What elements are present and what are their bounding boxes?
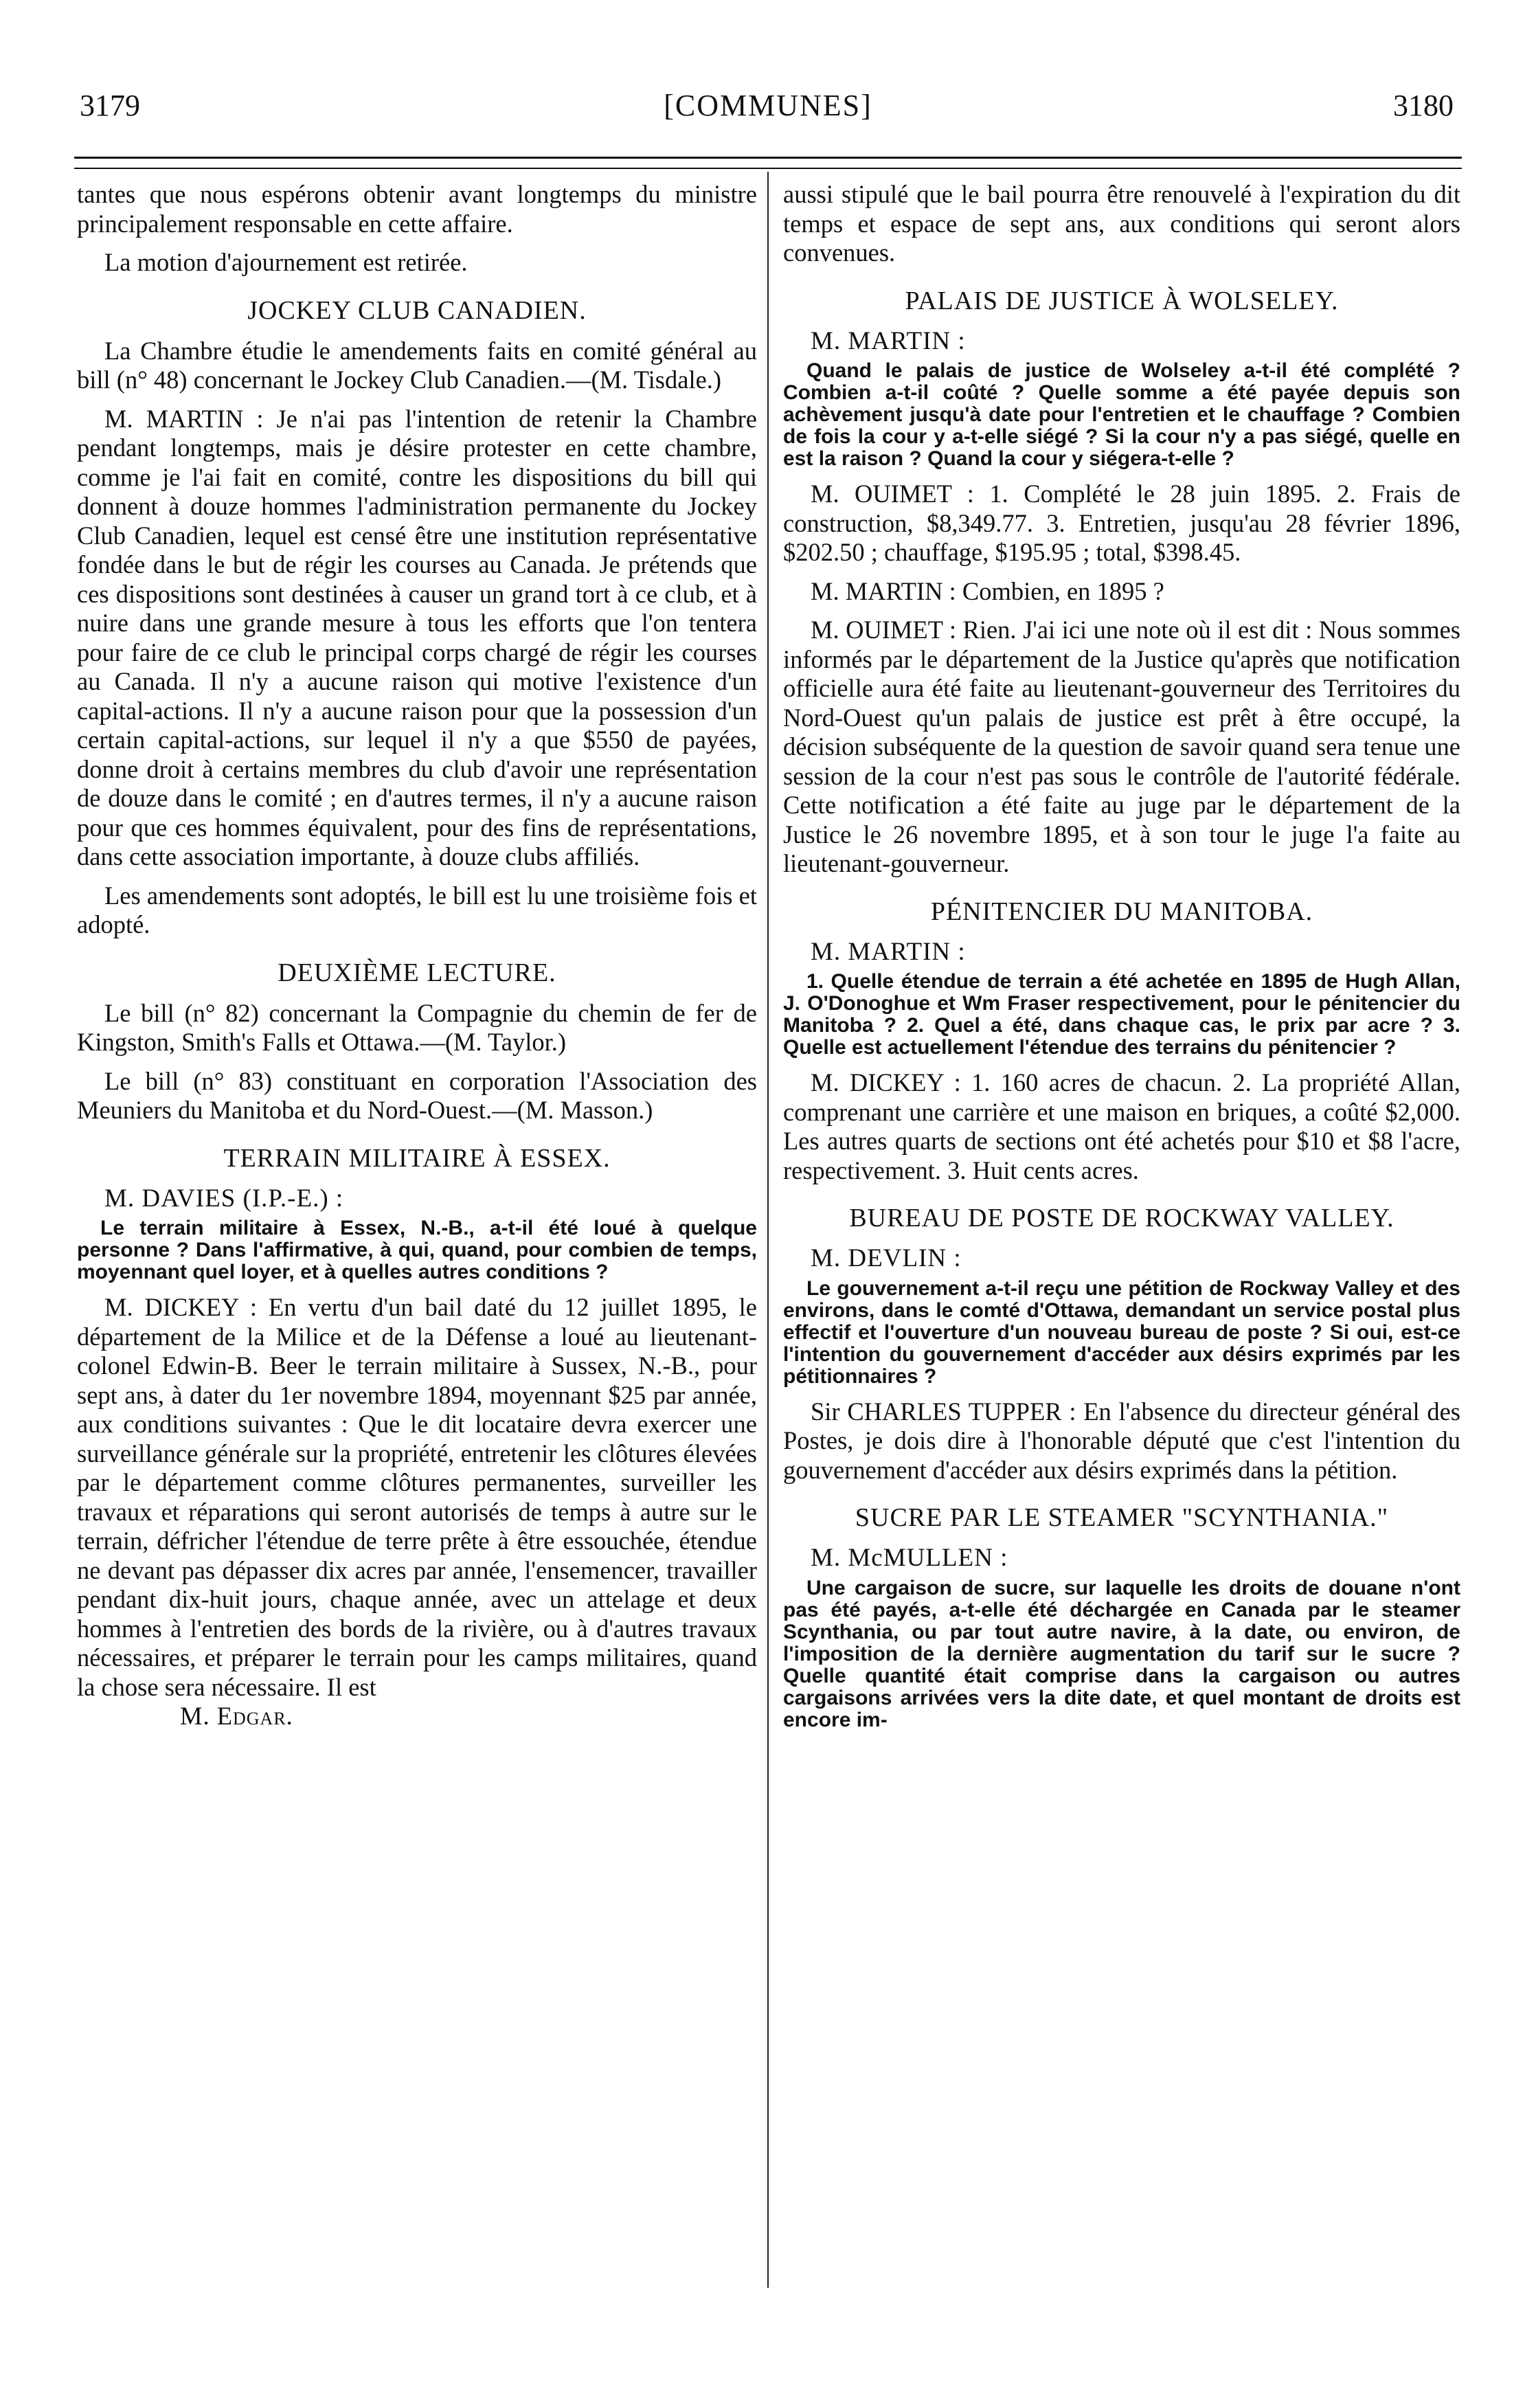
left-column <box>77 180 757 1731</box>
spacer <box>783 567 1460 577</box>
paragraph: Le bill (n° 83) constituant en corporation l'Association des Meuniers du Manitoba et du Nord-Ouest.—(M. Masson.) <box>77 1066 757 1124</box>
column-divider <box>767 172 769 2288</box>
paragraph: Les amendements sont adoptés, le bill est lu une troisième fois et adopté. <box>77 881 757 938</box>
paragraph: Le bill (n° 82) concernant la Compagnie du chemin de fer de Kingston, Smith's Falls et Ottawa.—(M. Taylor.) <box>77 998 757 1056</box>
paragraph: M. DICKEY : En vertu d'un bail daté du 12 juillet 1895, le département de la Milice et de la Défense a loué au lieutenant-colonel Edwin-B. Beer le terrain militaire à Sussex, N.-B., pour sept ans, à dater du 1er novembre 1894, moyennant $25 par année, aux conditions suivantes : Que le dit locataire devra exercer une surveillance générale sur la propriété, entretenir les clôtures élevées par le département comme clôtures permanentes, surveiller les travaux et réparations qui seront autorisés de temps à autre sur le terrain, défricher l'étendue de terre prête à être essouchée, étendue ne devant pas dépasser dix acres par année, l'ensemencer, travailler pendant dix-huit jours, chaque année, avec un attelage et deux hommes à l'entretien des bords de la rivière, ou à d'autres travaux nécessaires, et préparer le terrain pour les camps militaires, quand la chose sera nécessaire. Il est <box>77 1293 757 1701</box>
question-text: Le terrain militaire à Essex, N.-B., a-t-il été loué à quelque personne ? Dans l'affirmative, à qui, quand, pour combien de temps, moyennant quel loyer, et à quelles autres conditions ? <box>77 1217 757 1283</box>
section-heading: DEUXIÈME LECTURE. <box>278 958 556 987</box>
paragraph: M. OUIMET : 1. Complété le 28 juin 1895. 2. Frais de construction, $8,349.77. 3. Entretien, jusqu'au 28 février 1896, $202.50 ; chauffage, $195.95 ; total, $398.45. <box>783 480 1460 566</box>
page-header <box>74 88 1462 136</box>
paragraph: M. MARTIN : Je n'ai pas l'intention de retenir la Chambre pendant longtemps, mais je désire protester en cette chambre, comme je l'ai fait en comité, contre les dispositions du bill qui donnent à douze hommes l'administration permanente du Jockey Club Canadien, lequel est censé être une institution représentative fondée dans le but de régir les courses au Canada. Je prétends que ces dispositions sont destinées à causer un grand tort à ce club, et à nuire dans une grande mesure à tous les efforts que l'on tentera pour faire de ce club le principal corps chargé de régir les courses au Canada. Il n'y a aucune raison qui motive l'existence d'un capital-actions. Il n'y a aucune raison pour que la possession d'un certain capital-actions, sur lequel il n'y a que $550 de payées, donne droit à certains membres du club d'avoir une représentation de douze dans le comité ; en d'autres termes, il n'y a aucune raison pour que ces hommes équivalent, pour des fins de représentations, dans cette association importante, à douze clubs affiliés. <box>77 404 757 870</box>
paragraph: Sir CHARLES TUPPER : En l'absence du directeur général des Postes, je dois dire à l'honorable député que c'est l'intention du gouvernement d'accéder aux désirs exprimés dans la pétition. <box>783 1397 1460 1484</box>
section-heading: BUREAU DE POSTE DE ROCKWAY VALLEY. <box>849 1204 1394 1233</box>
page-number-left: 3179 <box>80 89 140 122</box>
spacer <box>77 872 757 881</box>
header-rule-thin <box>74 168 1462 169</box>
section-heading: SUCRE PAR LE STEAMER "SCYNTHANIA." <box>855 1503 1389 1532</box>
paragraph: La motion d'ajournement est retirée. <box>104 248 468 276</box>
section-heading: TERRAIN MILITAIRE À ESSEX. <box>223 1143 611 1173</box>
paragraph: M. MARTIN : Combien, en 1895 ? <box>811 576 1164 605</box>
running-title: [COMMUNES] <box>664 89 872 122</box>
spacer <box>783 606 1460 616</box>
speaker-label: M. DAVIES (I.P.-E.) : <box>104 1184 344 1213</box>
paragraph: M. DICKEY : 1. 160 acres de chacun. 2. La propriété Allan, comprenant une carrière et une maison en briques, a coûté $2,000. Les autres quarts de sections ont été achetés pour $10 et $8 l'acre, respectivement. 3. Huit cents acres. <box>783 1068 1460 1184</box>
question-text: Le gouvernement a-t-il reçu une pétition de Rockway Valley et des environs, dans le comté d'Ottawa, demandant un service postal plus effectif et l'ouverture d'un nouveau bureau de poste ? Si oui, est-ce l'intention du gouvernement d'accéder aux désirs exprimés par les pétitionnaires ? <box>783 1276 1460 1388</box>
question-text: Quand le palais de justice de Wolseley a-t-il été complété ? Combien a-t-il coûté ? Quelle somme a été payée depuis son achèvement jusqu'à date pour l'entretien et le chauffage ? Combien de fois la cour y a-t-elle siégé ? Si la cour n'y a pas siégé, quelle en est la raison ? Quand la cour y siégera-t-elle ? <box>783 359 1460 470</box>
footer-name: M. Edgar. <box>180 1702 293 1730</box>
speaker-label: M. McMULLEN : <box>811 1544 1008 1572</box>
spacer <box>77 1057 757 1067</box>
page-number-right: 3180 <box>1393 89 1454 122</box>
question-text: 1. Quelle étendue de terrain a été achetée en 1895 de Hugh Allan, J. O'Donoghue et Wm Fraser respectivement, pour le pénitencier du Manitoba ? 2. Quel a été, dans chaque cas, le prix par acre ? 3. Quelle est actuellement l'étendue des terrains du pénitencier ? <box>783 970 1460 1059</box>
paragraph: tantes que nous espérons obtenir avant longtemps du ministre principalement responsable en cette affaire. <box>77 180 757 238</box>
paragraph: La Chambre étudie le amendements faits en comité général au bill (n° 48) concernant le Jockey Club Canadien.—(M. Tisdale.) <box>77 336 757 394</box>
paragraph: aussi stipulé que le bail pourra être renouvelé à l'expiration du dit temps et espace de sept ans, aux conditions qui seront alors convenues. <box>783 180 1460 267</box>
question-text: Une cargaison de sucre, sur laquelle les droits de douane n'ont pas été payés, a-t-elle été déchargée en Canada par le steamer Scynthania, ou par tout autre navire, à la date, ou environ, de l'imposition de la dernière augmentation du tarif sur le sucre ? Quelle quantité était comprise dans la cargaison ou autres cargaisons arrivées vers la dite date, et quel montant de droits est encore im- <box>783 1576 1460 1731</box>
speaker-label: M. MARTIN : <box>811 326 966 355</box>
paragraph: M. OUIMET : Rien. J'ai ici une note où il est dit : Nous sommes informés par le département de la Justice qu'après que notification officielle aura été faite au lieutenant-gouverneur des Territoires du Nord-Ouest qu'un palais de justice est prêt à être occupé, la décision subséquente de la question de savoir quand sera tenue une session de la cour n'est pas sous le contrôle de l'autorité fédérale. Cette notification a été faite au juge par le département de la Justice le 26 novembre 1895, et à son tour le juge l'a faite au lieutenant-gouverneur. <box>783 616 1460 877</box>
section-heading: JOCKEY CLUB CANADIEN. <box>247 295 587 325</box>
speaker-label: M. MARTIN : <box>811 937 966 966</box>
header-rule <box>74 157 1462 159</box>
section-heading: PALAIS DE JUSTICE À WOLSELEY. <box>905 286 1339 315</box>
speaker-label: M. DEVLIN : <box>811 1244 962 1272</box>
spacer <box>77 395 757 405</box>
section-heading: PÉNITENCIER DU MANITOBA. <box>930 897 1313 926</box>
right-column <box>783 180 1460 1741</box>
